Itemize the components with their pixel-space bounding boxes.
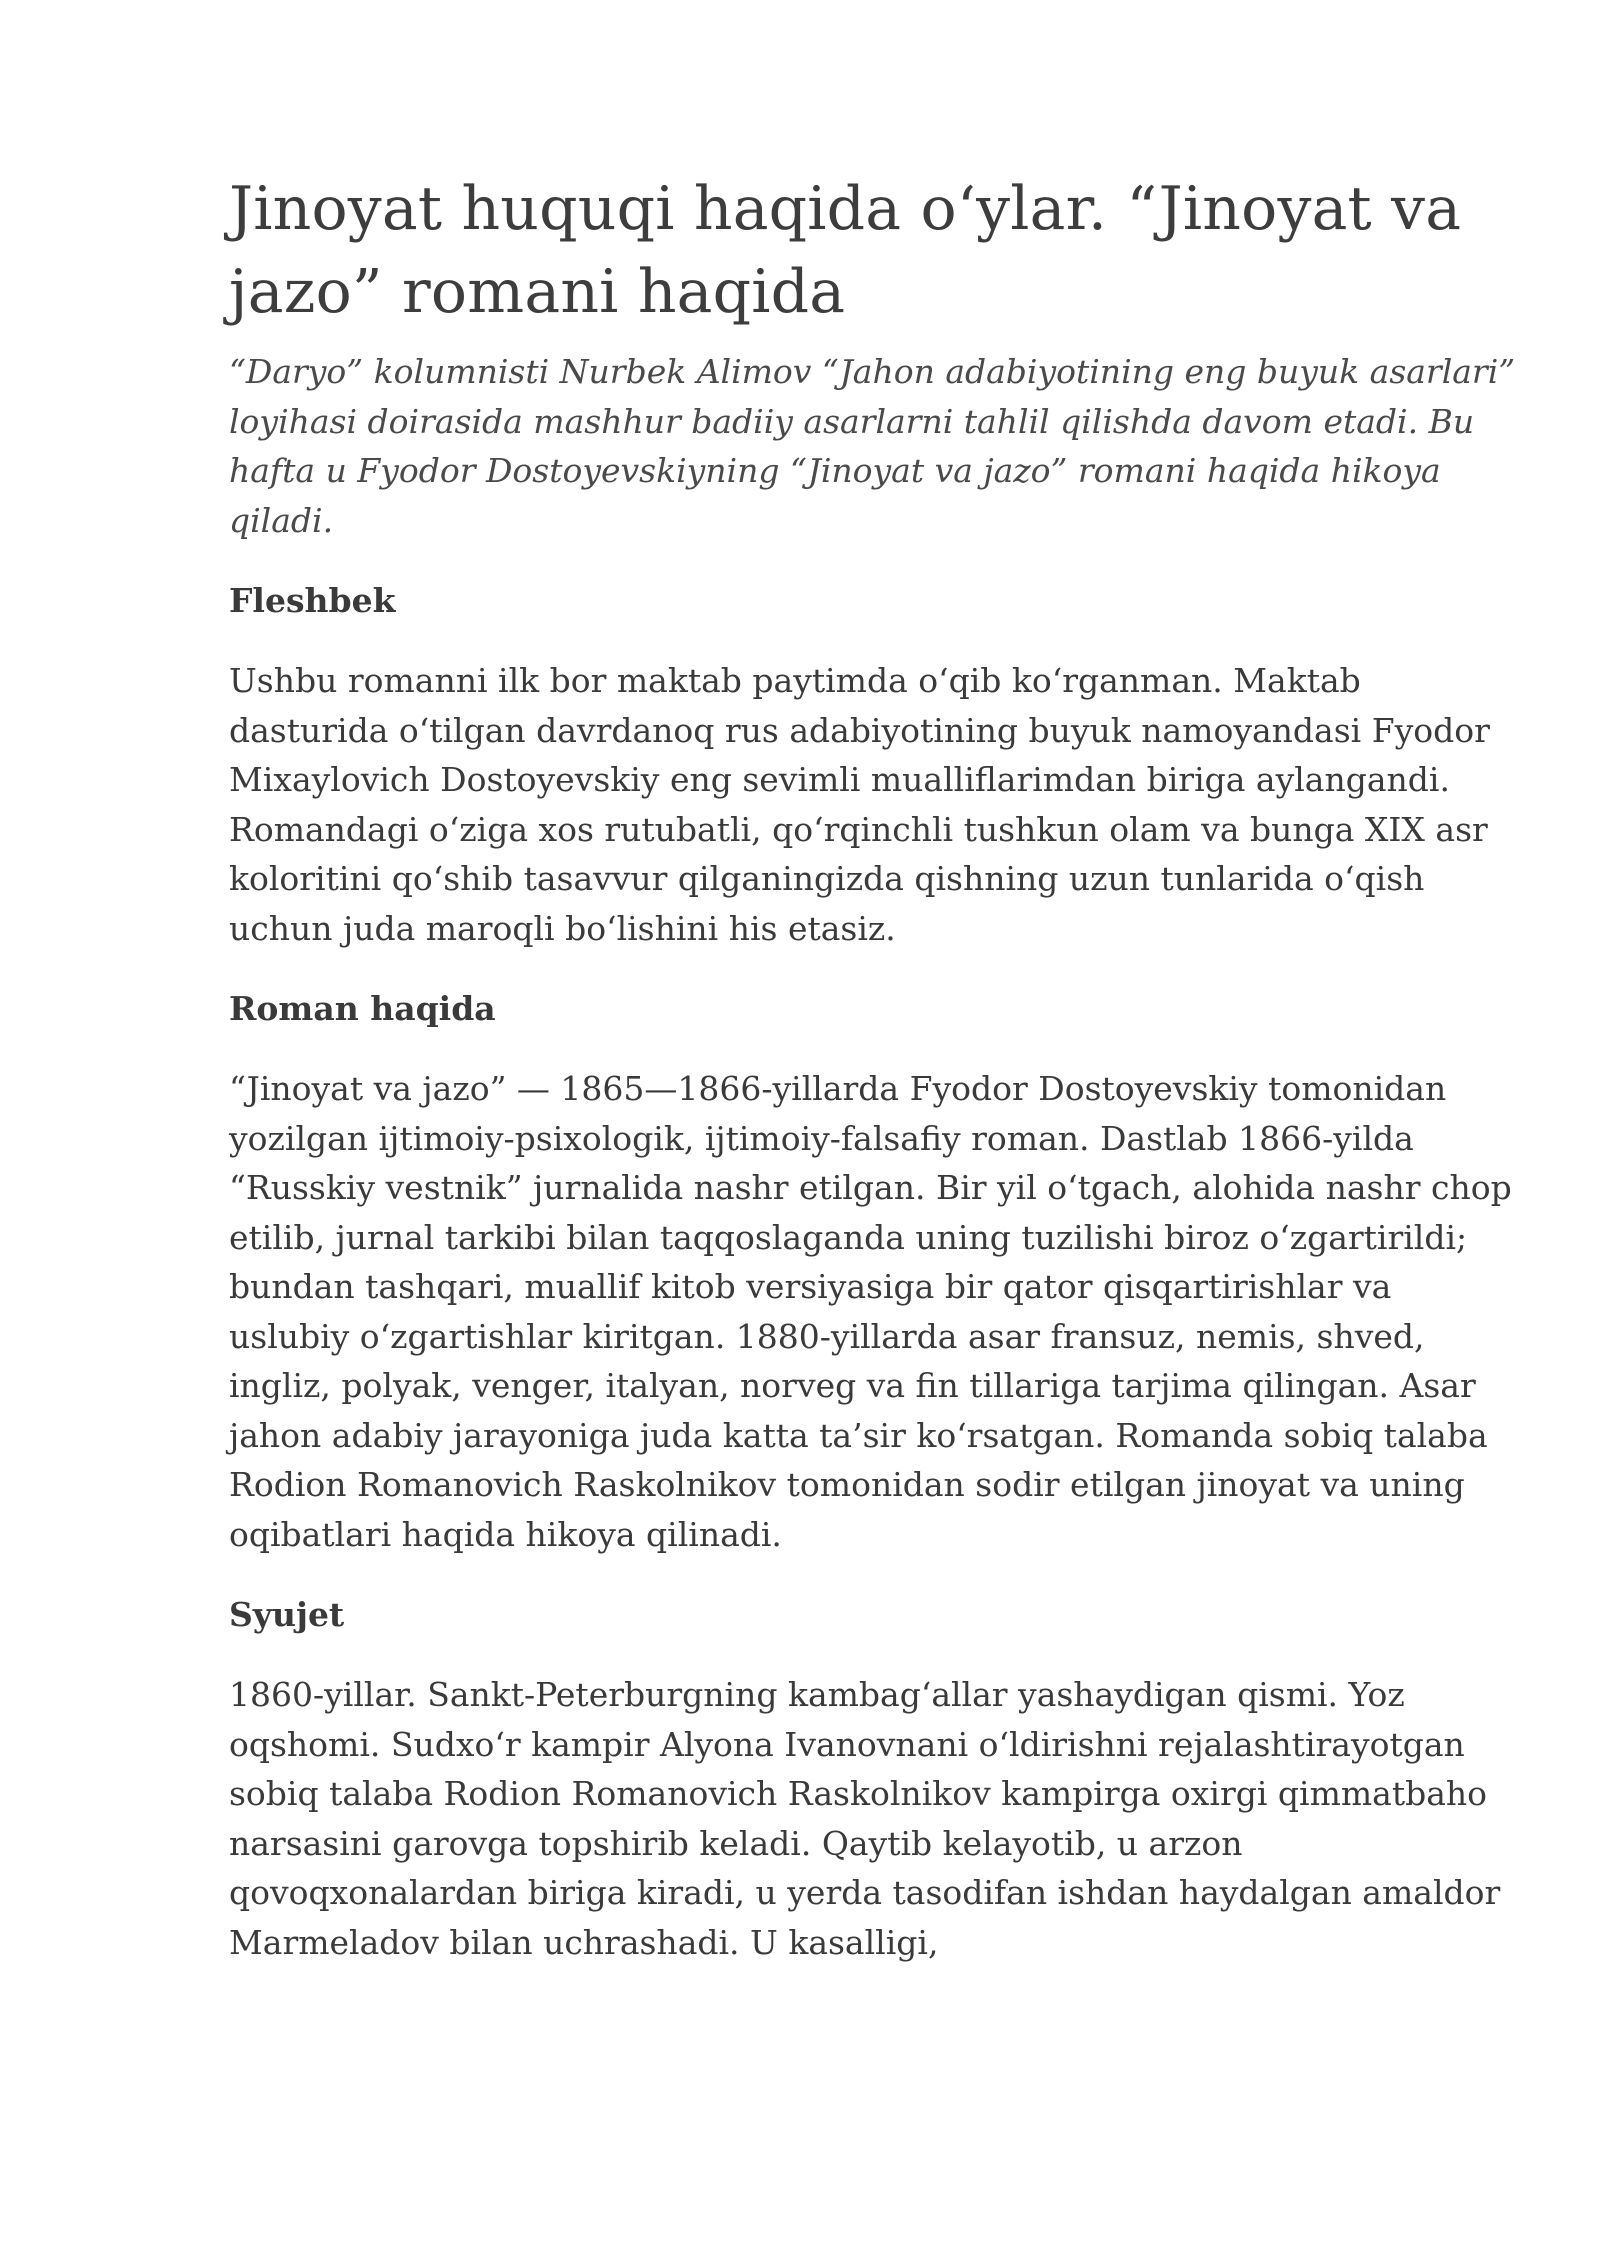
section-heading: Syujet: [229, 1595, 345, 1634]
section-roman-haqida: [229, 986, 1519, 1559]
section-paragraph: 1860-yillar. Sankt-Peterburgning kambag‘allar yashaydigan qismi. Yoz oqshomi. Sudxo‘r kampir Alyona Ivanovnani o‘ldirishni rejalashtirayotgan sobiq talaba Rodion Romanovich Raskolnikov kampirga oxirgi qimmatbaho narsasini garovga topshirib keladi. Qaytib kelayotib, u arzon qovoqxonalardan biriga kiradi, u yerda tasodifan ishdan haydalgan amaldor Marmeladov bilan uchrashadi. U kasalligi,: [229, 1675, 1501, 1962]
section-fleshbek: [229, 578, 1519, 953]
section-syujet: [229, 1592, 1519, 1967]
article-title: Jinoyat huquqi haqida o‘ylar. “Jinoyat va jazo” romani haqida: [229, 174, 1462, 327]
section-heading: Fleshbek: [229, 581, 396, 620]
article: [229, 168, 1519, 1967]
section-heading: Roman haqida: [229, 989, 496, 1028]
section-paragraph: Ushbu romanni ilk bor maktab paytimda o‘qib ko‘rganman. Maktab dasturida o‘tilgan davrdanoq rus adabiyotining buyuk namoyandasi Fyodor Mixaylovich Dostoyevskiy eng sevimli mualliflarimdan biriga aylangandi. Romandagi o‘ziga xos rutubatli, qo‘rqinchli tushkun olam va bunga XIX asr koloritini qo‘shib tasavvur qilganingizda qishning uzun tunlarida o‘qish uchun juda maroqli bo‘lishini his etasiz.: [229, 661, 1490, 948]
article-lead: “Daryo” kolumnisti Nurbek Alimov “Jahon adabiyotining eng buyuk asarlari” loyihasi doirasida mashhur badiiy asarlarni tahlil qilishda davom etadi. Bu hafta u Fyodor Dostoyevskiyning “Jinoyat va jazo” romani haqida hikoya qiladi.: [229, 352, 1516, 540]
section-paragraph: “Jinoyat va jazo” — 1865—1866-yillarda Fyodor Dostoyevskiy tomonidan yozilgan ijtimoiy-psixologik, ijtimoiy-falsafiy roman. Dastlab 1866-yilda “Russkiy vestnik” jurnalida nashr etilgan. Bir yil o‘tgach, alohida nashr chop etilib, jurnal tarkibi bilan taqqoslaganda uning tuzilishi biroz o‘zgartirildi; bundan tashqari, muallif kitob versiyasiga bir qator qisqartirishlar va uslubiy o‘zgartishlar kiritgan. 1880-yillarda asar fransuz, nemis, shved, ingliz, polyak, venger, italyan, norveg va fin tillariga tarjima qilingan. Asar jahon adabiy jarayoniga juda katta ta’sir ko‘rsatgan. Romanda sobiq talaba Rodion Romanovich Raskolnikov tomonidan sodir etilgan jinoyat va uning oqibatlari haqida hikoya qilinadi.: [229, 1069, 1512, 1554]
